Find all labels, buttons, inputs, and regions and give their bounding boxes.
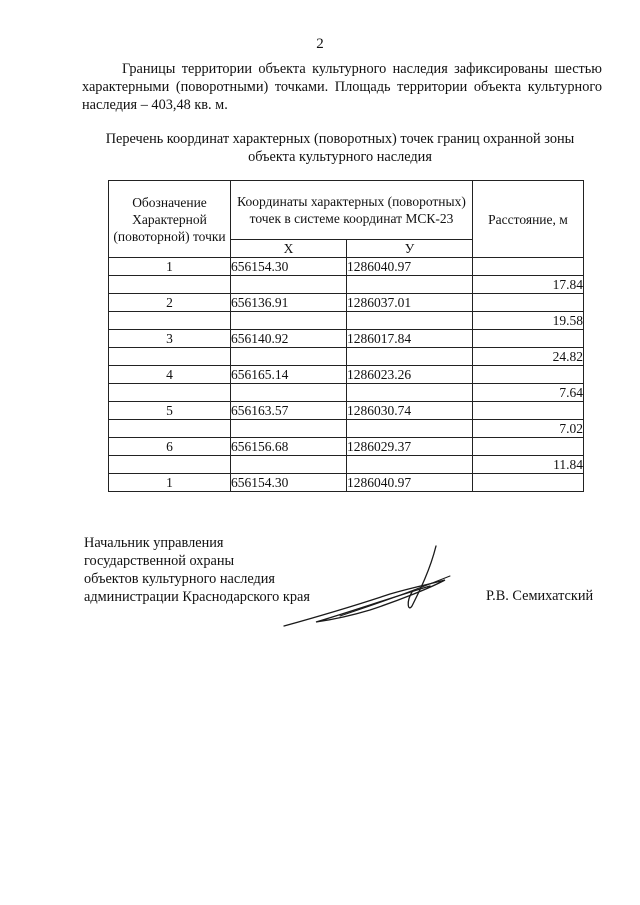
y-cell: 1286040.97 [347, 474, 473, 492]
page-number: 2 [316, 36, 324, 52]
intro-paragraph: Границы территории объекта культурного наследия зафиксированы шестью характерными (поворотными) точками. Площадь территории объекта культурного наследия – 403,48 кв. м. [82, 61, 602, 113]
distance-cell [473, 366, 584, 384]
table-row [109, 438, 584, 456]
table-row [109, 474, 584, 492]
x-cell: 656136.91 [231, 294, 347, 312]
header-coordinates: Координаты характерных (поворотных) точек в системе координат МСК-23 [231, 181, 473, 240]
x-cell: 656154.30 [231, 474, 347, 492]
distance-cell [473, 294, 584, 312]
distance-cell [473, 438, 584, 456]
table-title-line-1: Перечень координат характерных (поворотных) точек границ охранной зоны [105, 131, 575, 147]
y-cell: 1286037.01 [347, 294, 473, 312]
y-cell: 1286017.84 [347, 330, 473, 348]
header-distance: Расстояние, м [473, 181, 584, 258]
point-cell [109, 312, 231, 330]
table-row [109, 402, 584, 420]
point-cell: 3 [109, 330, 231, 348]
coordinates-table [108, 180, 584, 492]
table-row [109, 330, 584, 348]
table-row [109, 456, 584, 474]
y-cell: 1286023.26 [347, 366, 473, 384]
position-line: Начальник управления [84, 535, 224, 551]
x-cell: 656163.57 [231, 402, 347, 420]
y-cell [347, 348, 473, 366]
point-cell: 5 [109, 402, 231, 420]
distance-cell: 24.82 [473, 348, 584, 366]
distance-cell [473, 402, 584, 420]
y-cell [347, 276, 473, 294]
x-cell: 656165.14 [231, 366, 347, 384]
x-cell: 656154.30 [231, 258, 347, 276]
distance-cell [473, 330, 584, 348]
table-row [109, 384, 584, 402]
point-cell: 6 [109, 438, 231, 456]
table-row [109, 366, 584, 384]
x-cell [231, 384, 347, 402]
signature-position [84, 534, 310, 606]
table-row [109, 276, 584, 294]
table-row [109, 258, 584, 276]
point-cell: 4 [109, 366, 231, 384]
signer-name: Р.В. Семихатский [486, 588, 594, 604]
x-cell [231, 348, 347, 366]
point-cell: 2 [109, 294, 231, 312]
y-cell: 1286040.97 [347, 258, 473, 276]
point-cell [109, 420, 231, 438]
distance-cell: 7.64 [473, 384, 584, 402]
y-cell: 1286030.74 [347, 402, 473, 420]
x-cell [231, 312, 347, 330]
x-cell: 656156.68 [231, 438, 347, 456]
position-line: администрации Краснодарского края [84, 589, 310, 605]
point-cell [109, 384, 231, 402]
distance-cell: 19.58 [473, 312, 584, 330]
x-cell [231, 420, 347, 438]
x-cell: 656140.92 [231, 330, 347, 348]
point-cell [109, 456, 231, 474]
distance-cell [473, 258, 584, 276]
table-title [60, 130, 620, 166]
y-cell [347, 420, 473, 438]
position-line: государственной охраны [84, 553, 235, 569]
point-cell [109, 276, 231, 294]
x-cell [231, 456, 347, 474]
table-row [109, 312, 584, 330]
distance-cell: 7.02 [473, 420, 584, 438]
y-cell [347, 384, 473, 402]
distance-cell: 17.84 [473, 276, 584, 294]
handwritten-signature [280, 540, 480, 640]
y-cell [347, 312, 473, 330]
y-cell [347, 456, 473, 474]
y-cell: 1286029.37 [347, 438, 473, 456]
point-cell [109, 348, 231, 366]
position-line: объектов культурного наследия [84, 571, 275, 587]
table-title-line-2: объекта культурного наследия [248, 149, 432, 165]
header-x: Х [231, 240, 347, 258]
table-row [109, 420, 584, 438]
table-row [109, 348, 584, 366]
x-cell [231, 276, 347, 294]
table-row [109, 294, 584, 312]
header-point: Обозначение Характерной (повоторной) точки [109, 181, 231, 258]
point-cell: 1 [109, 258, 231, 276]
distance-cell [473, 474, 584, 492]
header-y: У [347, 240, 473, 258]
distance-cell: 11.84 [473, 456, 584, 474]
point-cell: 1 [109, 474, 231, 492]
